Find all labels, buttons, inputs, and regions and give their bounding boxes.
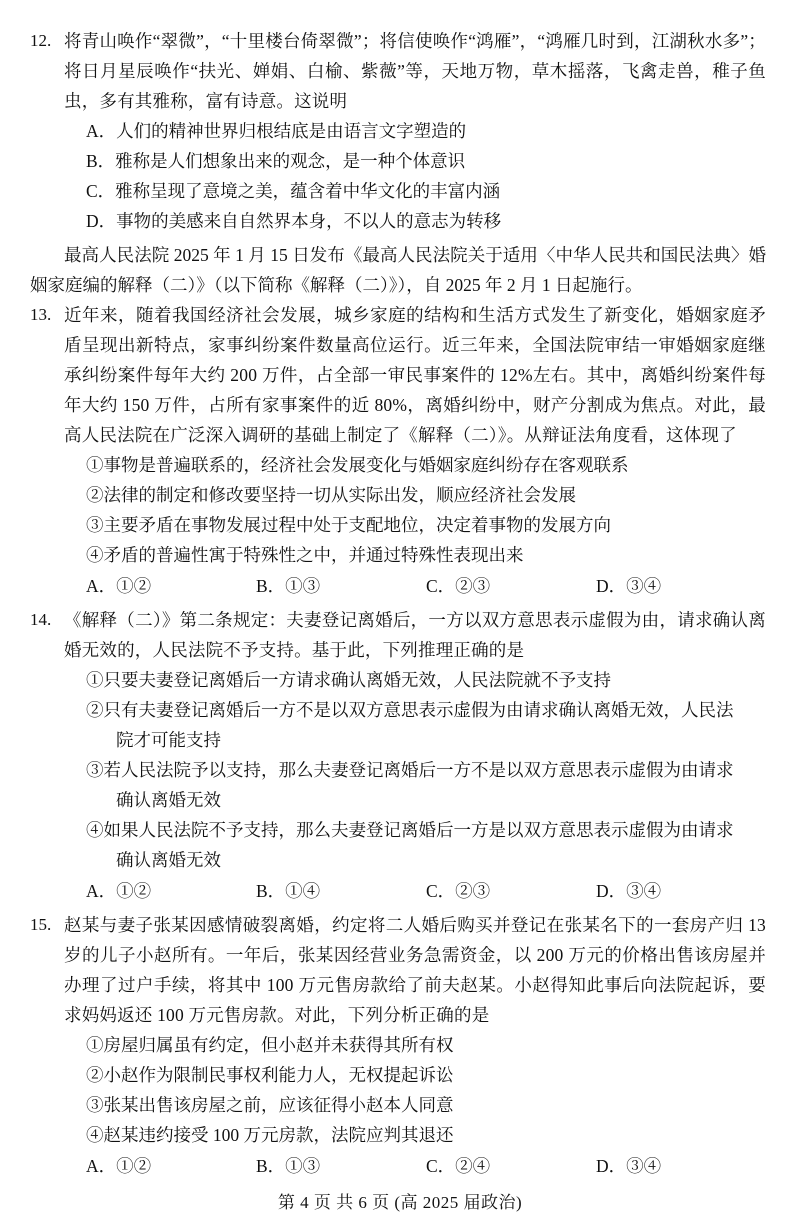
answer-choices bbox=[64, 571, 766, 601]
option-1: ①只要夫妻登记离婚后一方请求确认离婚无效，人民法院就不予支持 bbox=[86, 670, 611, 690]
option-1: ①房屋归属虽有约定，但小赵并未获得其所有权 bbox=[86, 1035, 454, 1055]
option-2: ②小赵作为限制民事权利能力人，无权提起诉讼 bbox=[86, 1065, 454, 1085]
question-number: 13. bbox=[30, 305, 52, 324]
question-13 bbox=[30, 300, 766, 601]
question-14 bbox=[30, 605, 766, 906]
option-4: ④如果人民法院不予支持，那么夫妻登记离婚后一方是以双方意思表示虚假为由请求 bbox=[86, 820, 734, 840]
option-4: ④矛盾的普遍性寓于特殊性之中，并通过特殊性表现出来 bbox=[86, 545, 524, 565]
option-3: ③主要矛盾在事物发展过程中处于支配地位，决定着事物的发展方向 bbox=[86, 515, 611, 535]
choice-d[interactable]: D．③④ bbox=[596, 576, 662, 596]
option-c: C．雅称呈现了意境之美，蕴含着中华文化的丰富内涵 bbox=[86, 181, 501, 201]
question-12 bbox=[30, 26, 766, 236]
material-note bbox=[30, 240, 766, 300]
choice-a[interactable]: A．①② bbox=[86, 1156, 152, 1176]
option-a: A．人们的精神世界归根结底是由语言文字塑造的 bbox=[86, 121, 467, 141]
option-2-cont: 院才可能支持 bbox=[116, 730, 221, 750]
option-3: ③若人民法院予以支持，那么夫妻登记离婚后一方不是以双方意思表示虚假为由请求 bbox=[86, 760, 734, 780]
answer-choices bbox=[64, 1151, 766, 1181]
choice-a[interactable]: A．①② bbox=[86, 881, 152, 901]
option-4-cont: 确认离婚无效 bbox=[116, 850, 221, 870]
choice-b[interactable]: B．①③ bbox=[256, 576, 321, 596]
question-stem: 赵某与妻子张某因感情破裂离婚，约定将二人婚后购买并登记在张某名下的一套房产归 13 岁的儿子小赵所有。一年后，张某因经营业务急需资金，以 200 万元的价格出售该房屋并办理了过户手续，将其中 100 万元售房款给了前夫赵某。小赵得知此事后向法院起诉，要求妈妈返还 100 万元售房款。对此，下列分析正确的是 bbox=[64, 915, 766, 1025]
choice-c[interactable]: C．②③ bbox=[426, 881, 491, 901]
option-2: ②只有夫妻登记离婚后一方不是以双方意思表示虚假为由请求确认离婚无效，人民法 bbox=[86, 700, 734, 720]
option-3-cont: 确认离婚无效 bbox=[116, 790, 221, 810]
question-stem: 将青山唤作“翠微”，“十里楼台倚翠微”；将信使唤作“鸿雁”，“鸿雁几时到，江湖秋水多”；将日月星辰唤作“扶光、婵娟、白榆、紫薇”等，天地万物，草木摇落，飞禽走兽，稚子鱼虫，多有其雅称，富有诗意。这说明 bbox=[64, 31, 766, 111]
option-d: D．事物的美感来自自然界本身，不以人的意志为转移 bbox=[86, 211, 502, 231]
page-footer: 第 4 页 共 6 页 (高 2025 届政治) bbox=[277, 1193, 523, 1212]
question-number: 15. bbox=[30, 915, 52, 934]
material-note-text: 最高人民法院 2025 年 1 月 15 日发布《最高人民法院关于适用〈中华人民共和国民法典〉婚姻家庭编的解释（二）》（以下简称《解释（二）》），自 2025 年 2 月 1 日起施行。 bbox=[30, 245, 766, 295]
choice-b[interactable]: B．①③ bbox=[256, 1156, 321, 1176]
option-2: ②法律的制定和修改要坚持一切从实际出发，顺应经济社会发展 bbox=[86, 485, 576, 505]
option-b: B．雅称是人们想象出来的观念，是一种个体意识 bbox=[86, 151, 466, 171]
option-3: ③张某出售该房屋之前，应该征得小赵本人同意 bbox=[86, 1095, 454, 1115]
question-number: 14. bbox=[30, 610, 52, 629]
question-15 bbox=[30, 910, 766, 1181]
choice-c[interactable]: C．②③ bbox=[426, 576, 491, 596]
question-stem: 近年来，随着我国经济社会发展，城乡家庭的结构和生活方式发生了新变化，婚姻家庭矛盾呈现出新特点，家事纠纷案件数量高位运行。近三年来，全国法院审结一审婚姻家庭继承纠纷案件每年大约 200 万件，占全部一审民事案件的 12%左右。其中，离婚纠纷案件每年大约 150 万件，占所有家事案件的近 80%，离婚纠纷中，财产分割成为焦点。对此，最高人民法院在广泛深入调研的基础上制定了《解释（二）》。从辩证法角度看，这体现了 bbox=[64, 305, 766, 445]
answer-choices bbox=[64, 876, 766, 906]
choice-b[interactable]: B．①④ bbox=[256, 881, 321, 901]
question-stem: 《解释（二）》第二条规定：夫妻登记离婚后，一方以双方意思表示虚假为由，请求确认离婚无效的，人民法院不予支持。基于此，下列推理正确的是 bbox=[64, 610, 766, 660]
choice-c[interactable]: C．②④ bbox=[426, 1156, 491, 1176]
choice-d[interactable]: D．③④ bbox=[596, 881, 662, 901]
choice-d[interactable]: D．③④ bbox=[596, 1156, 662, 1176]
choice-a[interactable]: A．①② bbox=[86, 576, 152, 596]
option-1: ①事物是普遍联系的，经济社会发展变化与婚姻家庭纠纷存在客观联系 bbox=[86, 455, 629, 475]
question-number: 12. bbox=[30, 31, 52, 50]
option-4: ④赵某违约接受 100 万元房款，法院应判其退还 bbox=[86, 1125, 454, 1145]
